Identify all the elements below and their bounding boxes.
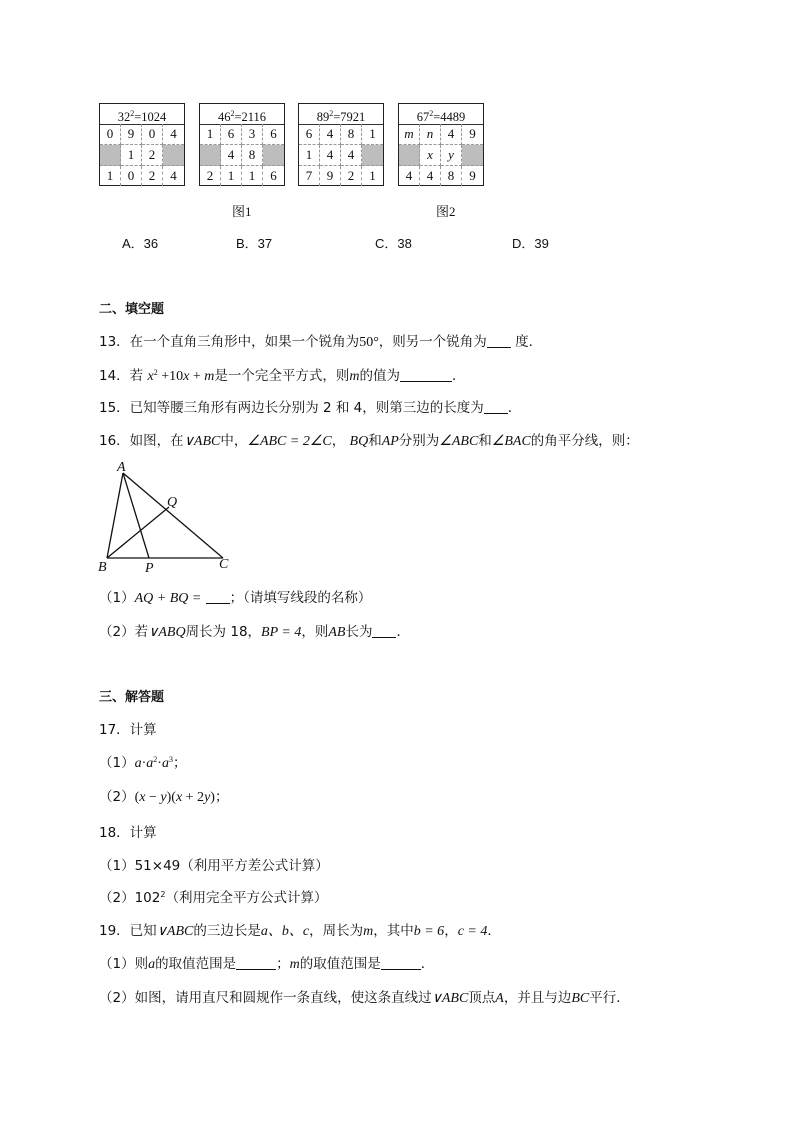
grid-cell: 9 <box>469 168 476 183</box>
figure-label-1: 图1 <box>232 204 252 219</box>
grid-cell: 9 <box>121 124 142 145</box>
question-17-part-1: $(1)a\cdot a^2\cdot a^3$； <box>99 755 187 771</box>
grid-cell <box>200 145 221 166</box>
grid-cell: 4 <box>221 145 242 166</box>
question-16-part-2: （2）若∨ABQ周长为 18，BP = 4，则AB长为 ． <box>99 624 410 640</box>
grid-cell: 2 <box>142 166 163 186</box>
segment-bq <box>107 507 169 558</box>
question-18-title: 18．计算 <box>99 825 157 841</box>
answer-blank[interactable] <box>484 401 508 414</box>
vertex-label-p: P <box>145 561 154 573</box>
segment-ac <box>123 473 223 558</box>
grid-cell: 1 <box>221 166 242 186</box>
section-title-fill-in: 二、填空题 <box>99 302 165 317</box>
option-d: D．39 <box>512 236 549 251</box>
square-figure-2 <box>199 103 285 186</box>
square-header: $32^2=1024$ <box>100 104 184 125</box>
question-15: 15．已知等腰三角形有两边长分别为 2 和 4，则第三边的长度为 ． <box>99 400 522 416</box>
grid-cell: 1 <box>242 166 263 186</box>
question-18-part-2: $(2)102^2$（利用完全平方公式计算） <box>99 890 328 906</box>
question-19-part-2: （2）如图，请用直尺和圆规作一条直线，使这条直线过∨ABC顶点A，并且与边BC平行． <box>99 990 630 1006</box>
triangle-figure <box>95 458 245 573</box>
answer-blank[interactable] <box>372 625 396 638</box>
grid-cell: 4 <box>341 145 362 166</box>
answer-blank[interactable] <box>236 957 276 970</box>
option-a: A．36 <box>122 236 159 251</box>
grid-cell: 0 <box>142 124 163 145</box>
grid-cell: 0 <box>100 124 121 145</box>
square-figure-1 <box>99 103 185 186</box>
grid-cell: 6 <box>221 124 242 145</box>
grid-cell: 4 <box>399 166 420 186</box>
grid-cell <box>100 145 121 166</box>
grid-cell <box>399 145 420 166</box>
vertex-label-a: A <box>117 460 126 475</box>
grid-cell: 2 <box>200 166 221 186</box>
grid-cell: 6 <box>270 168 277 183</box>
question-19: 19．已知∨ABC的三边长是a、b、c，周长为m，其中b = 6，c = 4． <box>99 923 501 939</box>
segment-ab <box>107 473 123 558</box>
grid-cell: 9 <box>320 166 341 186</box>
grid-cell <box>462 145 483 166</box>
grid-cell: 1 <box>121 145 142 166</box>
grid-cell: 2 <box>142 145 163 166</box>
grid-cell <box>163 145 184 166</box>
grid-cell: 4 <box>441 124 462 145</box>
square-header: $89^2=7921$ <box>299 104 383 125</box>
square-header: $46^2=2116$ <box>200 104 284 125</box>
question-17-part-2: （2）(x − y)(x + 2y)； <box>99 789 229 805</box>
grid-cell: 1 <box>100 166 121 186</box>
square-figure-4 <box>398 103 484 186</box>
grid-cell: 1 <box>299 145 320 166</box>
grid-cell: 8 <box>441 166 462 186</box>
option-c: C．38 <box>375 236 412 251</box>
question-16: 16．如图，在∨ABC中，∠ABC = 2∠C， BQ和AP分别为∠ABC和∠BAC的角平分线，则： <box>99 433 639 449</box>
option-b: B．37 <box>236 236 273 251</box>
grid-cell: 1 <box>200 124 221 145</box>
vertex-label-c: C <box>219 557 229 572</box>
grid-cell <box>263 145 284 166</box>
question-16-part-1: （1）AQ + BQ = ；（请填写线段的名称） <box>99 590 372 606</box>
grid-cell: 1 <box>362 124 383 145</box>
grid-cell: 0 <box>121 166 142 186</box>
grid-cell: 1 <box>369 168 376 183</box>
vertex-label-q: Q <box>167 495 178 510</box>
grid-cell: 4 <box>320 124 341 145</box>
grid-cell: 4 <box>163 124 184 145</box>
question-17-title: 17．计算 <box>99 722 157 738</box>
grid-cell: 7 <box>299 166 320 186</box>
grid-cell: 8 <box>341 124 362 145</box>
grid-cell: 3 <box>242 124 263 145</box>
grid-cell: 4 <box>170 168 177 183</box>
grid-cell: n <box>420 124 441 145</box>
grid-cell: y <box>441 145 462 166</box>
grid-cell: 9 <box>462 124 483 145</box>
square-figure-3 <box>298 103 384 186</box>
question-14: 14．若 $x^2 +10x + m$是一个完全平方式，则m的值为 ． <box>99 368 466 384</box>
answer-blank[interactable] <box>487 335 511 348</box>
question-13: 13．在一个直角三角形中，如果一个锐角为50°，则另一个锐角为 度． <box>99 334 543 350</box>
grid-cell: 6 <box>299 124 320 145</box>
question-18-part-1: （1）51×49（利用平方差公式计算） <box>99 858 329 874</box>
grid-cell: 4 <box>320 145 341 166</box>
grid-cell: x <box>420 145 441 166</box>
grid-cell: 4 <box>420 166 441 186</box>
grid-cell: m <box>399 124 420 145</box>
vertex-label-b: B <box>98 560 107 573</box>
answer-blank[interactable] <box>381 957 421 970</box>
grid-cell: 2 <box>341 166 362 186</box>
answer-blank[interactable] <box>400 369 452 382</box>
answer-blank[interactable] <box>206 591 230 604</box>
segment-ap <box>123 473 149 558</box>
grid-cell: 8 <box>242 145 263 166</box>
figure-label-2: 图2 <box>436 204 456 219</box>
grid-cell <box>362 145 383 166</box>
section-title-solve: 三、解答题 <box>99 690 165 705</box>
question-19-part-1: （1）则a的取值范围是 ；m的取值范围是 ． <box>99 956 435 972</box>
grid-cell: 6 <box>263 124 284 145</box>
square-header: $67^2=4489$ <box>399 104 483 125</box>
